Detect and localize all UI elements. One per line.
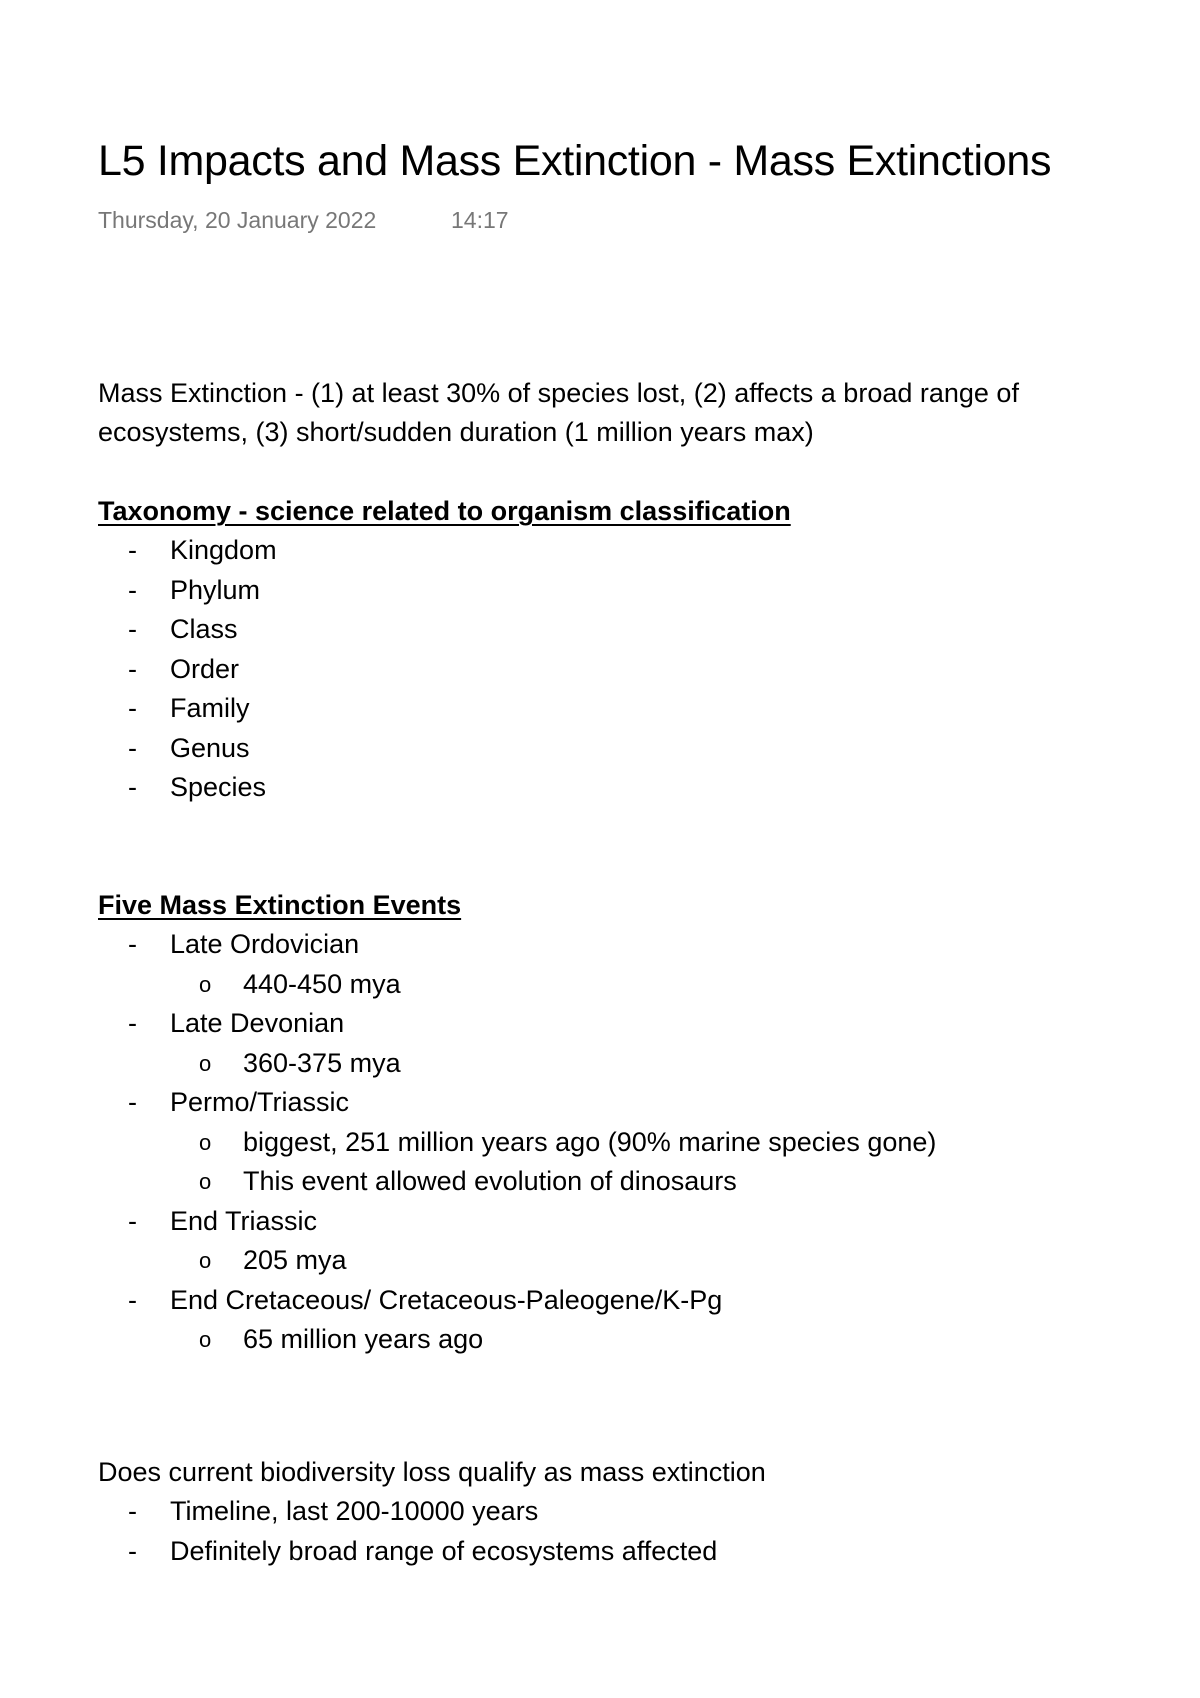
taxonomy-heading: Taxonomy - science related to organism classification <box>98 496 791 526</box>
page-time: 14:17 <box>451 207 509 233</box>
page-date: Thursday, 20 January 2022 <box>98 207 377 233</box>
dash-bullet: - <box>128 614 137 644</box>
dash-bullet: - <box>128 653 137 684</box>
page-bottom-margin <box>0 1568 1200 1698</box>
dash-bullet: - <box>128 772 137 802</box>
dash-bullet: - <box>128 1284 137 1315</box>
dash-bullet: - <box>128 1087 137 1117</box>
circle-bullet: o <box>199 1248 212 1273</box>
events-heading: Five Mass Extinction Events <box>98 890 462 920</box>
dash-bullet: - <box>128 574 137 605</box>
circle-bullet: o <box>199 971 212 997</box>
dash-bullet: - <box>128 1496 137 1526</box>
dash-bullet: - <box>128 535 137 565</box>
dash-bullet: - <box>128 929 137 959</box>
dash-bullet: - <box>128 1535 137 1566</box>
dash-bullet: - <box>128 1008 137 1038</box>
circle-bullet: o <box>199 1050 212 1076</box>
note-page: L5 Impacts and Mass Extinction - Mass Extinctions Thursday, 20 January 2022 14:17 Mass Extinction - (1) at least 30% of species lost, (2) affects a broad range of ecosystems, (3) short/sudden duration (1 million years max) Taxonomy - science related to organism classification - Kingdom - Phylum - Class - Order - Family - Genus - Species Five Mass Extinction Events - Late Ordovician o 440-450 mya - Late Devonian o 360-375 mya - Permo/Triassic o biggest, 251 million years ago (90% marine species gone) o This event allowed evolution of dinosaurs - End Triassic o 205 mya - End Cretaceous/ Cretaceous-Paleogene/K-Pg o 65 million years ago Does current biodiversity loss qualify as mass extinction - Timeline, last 200-10000 years - Definitely broad range of ecosystems affected <box>0 0 1200 1698</box>
circle-bullet: o <box>199 1129 212 1155</box>
definition-line-2: ecosystems, (3) short/sudden duration (1 million years max) <box>98 417 814 447</box>
dash-bullet: - <box>128 1205 137 1236</box>
definition-line-1: Mass Extinction - (1) at least 30% of species lost, (2) affects a broad range of <box>98 378 1019 408</box>
page-title: L5 Impacts and Mass Extinction - Mass Extinctions <box>98 137 1052 185</box>
dash-bullet: - <box>128 693 137 723</box>
circle-bullet: o <box>199 1327 212 1352</box>
dash-bullet: - <box>128 732 137 763</box>
question-text: Does current biodiversity loss qualify as mass extinction <box>98 1457 766 1487</box>
circle-bullet: o <box>199 1169 212 1194</box>
